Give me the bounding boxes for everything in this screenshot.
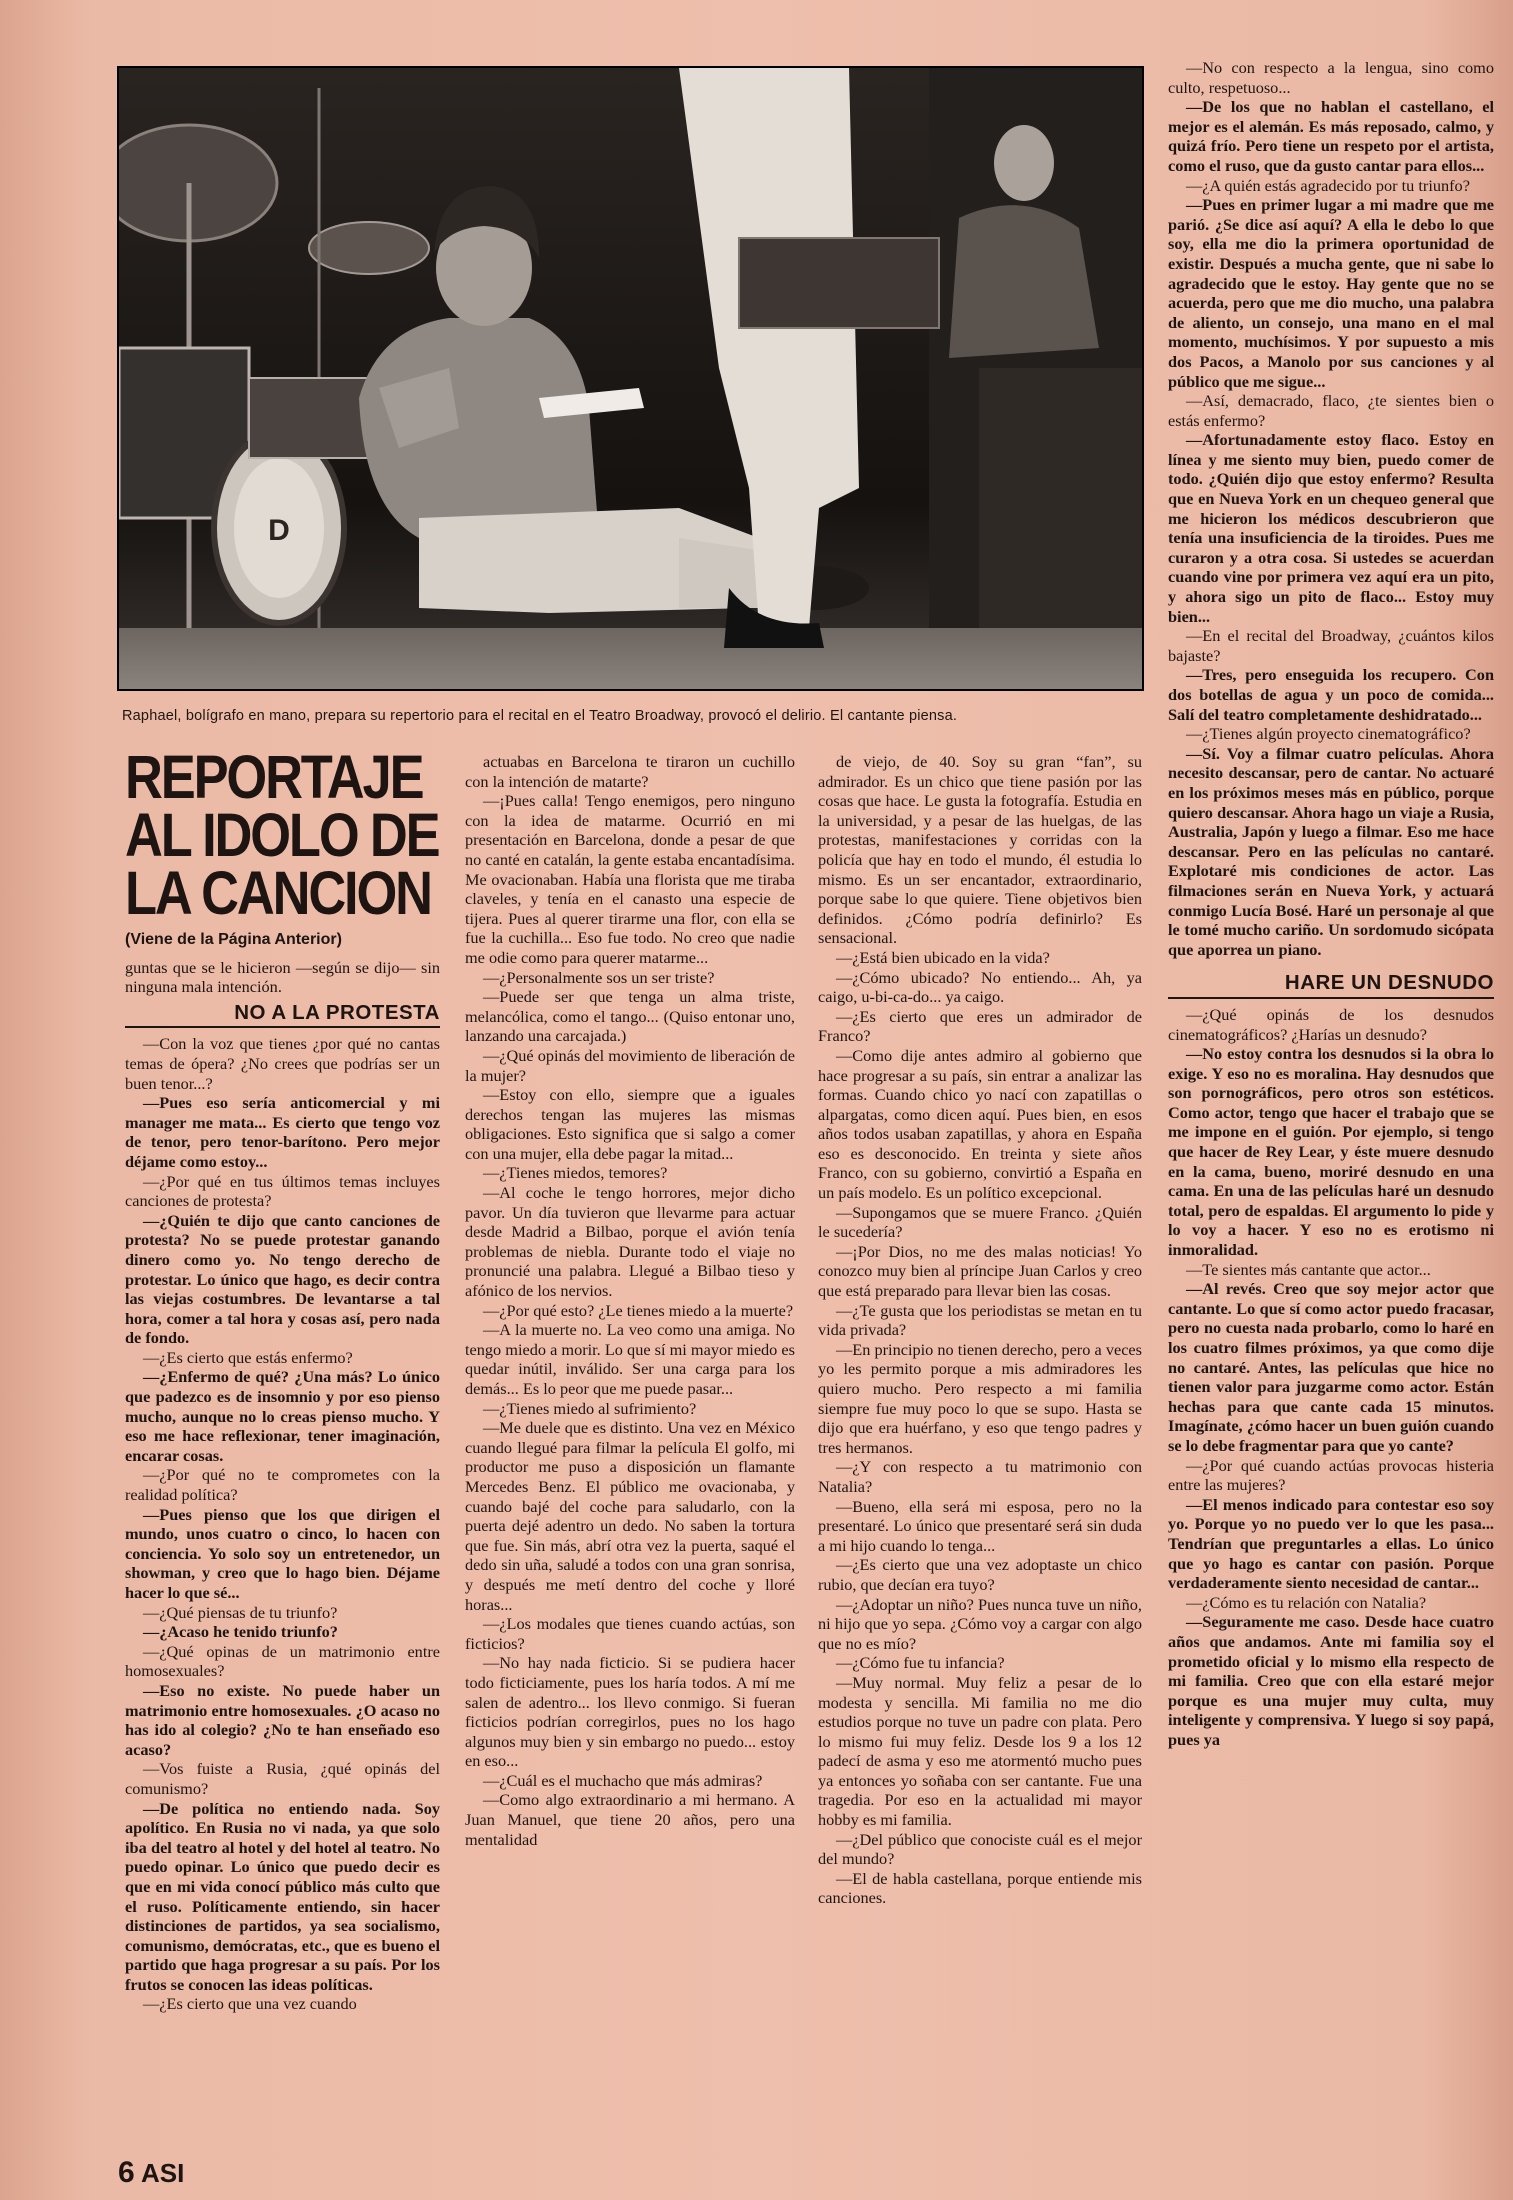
headline-line-1: REPORTAJE: [125, 748, 423, 811]
article-paragraph: —¿Es cierto que eres un admirador de Franco?: [818, 1006, 1142, 1046]
column-1-intro: guntas que se le hicieron —según se dijo— sin ninguna mala intención.: [125, 957, 440, 997]
article-paragraph: —De los que no hablan el castellano, el mejor es el alemán. Es más reposado, calmo, y quizá frío. Pero tiene un respeto por el artista, como el ruso, que da gusto cantar para ellos...: [1168, 97, 1494, 175]
article-paragraph: —Al revés. Creo que soy mejor actor que cantante. Lo que sí como actor puedo fracasar, pero no cuesta nada probarlo, como lo haré en los cuatro filmes próximos, ya que como dije no cantaré. Antes, las películas que hice no tienen valor para juzgarme como actor. Están hechas para que cante cada 15 minutos. Imagínate, ¿cómo hacer un buen guión cuando se lo debe fragmentar para que yo cante?: [1168, 1279, 1494, 1455]
article-paragraph: —Pues eso sería anticomercial y mi manager me mata... Es cierto que tengo voz de tenor, pero tenor-barítono. Pero mejor déjame como estoy...: [125, 1093, 440, 1171]
article-paragraph: —¿Tienes algún proyecto cinematográfico?: [1186, 724, 1471, 744]
article-paragraph: —Con la voz que tienes ¿por qué no cantas temas de ópera? ¿No crees que podrías ser un buen tenor...?: [125, 1034, 440, 1093]
article-paragraph: —Seguramente me caso. Desde hace cuatro años que andamos. Ante mi familia soy el prometido oficial y lo mismo ella respecto de mi familia. Creo que con ella estaré mejor porque es una mujer muy culta, muy inteligente y comprensiva. Y luego si soy papá, pues ya: [1168, 1612, 1494, 1749]
article-paragraph: —¿Adoptar un niño? Pues nunca tuve un niño, ni hijo que yo sepa. ¿Cómo voy a cargar con algo que no es mío?: [818, 1594, 1142, 1653]
article-paragraph: —Te sientes más cantante que actor...: [1186, 1259, 1431, 1279]
article-paragraph: —Así, demacrado, flaco, ¿te sientes bien o estás enfermo?: [1168, 391, 1494, 430]
article-paragraph: —¿Por qué esto? ¿Le tienes miedo a la muerte?: [483, 1300, 794, 1320]
article-paragraph: —De política no entiendo nada. Soy apolítico. En Rusia no vi nada, ya que solo iba del teatro al hotel y del hotel al teatro. No puedo opinar. Lo único que puedo decir es que en mi vida conocí público más culto que el ruso. Políticamente entiendo, sin hacer distinciones de partidos, ya sea socialismo, comunismo, demócratas, etc., que es bueno el partido que haga progresar a su país. Por los frutos se conocen las ideas políticas.: [125, 1798, 440, 1994]
article-paragraph: —Vos fuiste a Rusia, ¿qué opinás del comunismo?: [125, 1759, 440, 1798]
article-paragraph: de viejo, de 40. Soy su gran “fan”, su admirador. Es un chico que tiene pasión por las cosas que hace. Le gusta la fotografía. Estudia en la universidad, y a pesar de las huelgas, de las protestas, manifestaciones y corridas con la policía que hay en todo el mundo, él estudia lo mismo. Es un ser encantador, extraordinario, porque sabe lo que quiere. Tiene objetivos bien definidos. ¿Cómo podría definirlo? Es sensacional.: [818, 752, 1142, 948]
headline-line-2: AL IDOLO DE: [125, 801, 439, 869]
article-paragraph: —¡Por Dios, no me des malas noticias! Yo conozco muy bien al príncipe Juan Carlos y creo que está preparado para llevar bien las cosas.: [818, 1241, 1142, 1301]
article-paragraph: —Supongamos que se muere Franco. ¿Quién le sucedería?: [818, 1202, 1142, 1242]
page-footer: [118, 2156, 184, 2190]
article-paragraph: —Puede ser que tenga un alma triste, melancólica, como el tango... (Quiso entonar uno, lanzando una carcajada.): [465, 987, 795, 1046]
magazine-name: ASI: [140, 2158, 185, 2188]
article-paragraph: —¿Acaso he tenido triunfo?: [143, 1622, 338, 1642]
article-paragraph: —¿A quién estás agradecido por tu triunfo?: [1186, 175, 1470, 195]
headline-subhead: (Viene de la Página Anterior): [125, 931, 342, 948]
article-paragraph: —¿Qué opinas de un matrimonio entre homosexuales?: [125, 1641, 440, 1681]
article-paragraph: —Pues en primer lugar a mi madre que me parió. ¿Se dice así aquí? A ella le debo lo que soy, ella me dio la primera oportunidad de existir. Después a mucha gente, que ni sabe lo agradecido que le estoy. Hay gente que no se acuerda, pero que me dio mucho, una palabra de aliento, un consejo, una mano en el mal momento, muchísimos. Y por supuesto a mis dos Pacos, a Manolo por sus canciones y al público que me sigue...: [1168, 195, 1494, 391]
article-paragraph: —¿Te gusta que los periodistas se metan en tu vida privada?: [818, 1300, 1142, 1340]
headline: [125, 748, 439, 927]
article-paragraph: —¿Qué opinás del movimiento de liberación de la mujer?: [465, 1045, 795, 1085]
article-paragraph: —¿Cuál es el muchacho que más admiras?: [483, 1770, 763, 1790]
section-heading-desnudo: HARE UN DESNUDO: [1168, 967, 1494, 999]
article-paragraph: —¿Por qué en tus últimos temas incluyes canciones de protesta?: [125, 1171, 440, 1211]
article-paragraph: —No con respecto a la lengua, sino como culto, respetuoso...: [1168, 58, 1494, 97]
article-paragraph: —¡Pues calla! Tengo enemigos, pero ninguno con la idea de matarme. Ocurrió en mi presentación en Barcelona, donde a pesar de que no canté en catalán, la gente estaba encantadísima. Me ovacionaban. Había una florista que me tiraba claveles, y tenía en el canasto una especie de tijera. Pues al querer tirarme una flor, con ella se fue la cuchilla... Eso fue todo. No creo que nadie me odie como para querer matarme...: [465, 791, 795, 967]
article-paragraph: —Me duele que es distinto. Una vez en México cuando llegué para filmar la película El golfo, mi productor me puso a disposición un flamante Mercedes Benz. El público me ovacionaba, y cuando bajé del coche para saludarlo, con la puerta dejé adentro un dedo. No saben la tortura que fue. Sin más, abrí otra vez la puerta, saqué el dedo sin uña, saludé a todos con una gran sonrisa, y después me metí dentro del coche y lloré horas...: [465, 1418, 795, 1614]
article-paragraph: —¿Qué piensas de tu triunfo?: [143, 1602, 338, 1622]
article-paragraph: —¿Tienes miedos, temores?: [483, 1163, 668, 1183]
article-column-1: [125, 748, 440, 2153]
article-paragraph: —El de habla castellana, porque entiende mis canciones.: [818, 1868, 1142, 1908]
article-paragraph: —¿Es cierto que una vez adoptaste un chico rubio, que decían era tuyo?: [818, 1555, 1142, 1594]
article-paragraph: —Sí. Voy a filmar cuatro películas. Ahora necesito descansar, pero de cantar. No actuaré en los próximos meses más en público, porque quiero descansar. Ahora hago un viaje a Rusia, Australia, Japón y luego a filmar. Eso me hace descansar. Pero en las películas no cantaré. Explotaré mis condiciones de actor. Las filmaciones serán en Nueva York, y actuará conmigo Lucía Bosé. Haré un personaje al que le tomé mucho cariño. Un sordomudo sicópata que aporrea un piano.: [1168, 743, 1494, 959]
article-paragraph: —El menos indicado para contestar eso soy yo. Porque yo no puedo ver lo que les pasa... Tendrían que preguntarles a ellas. Lo único que yo hago es cantar con pasión. Porque verdaderamente siento necesidad de cantar...: [1168, 1494, 1494, 1593]
article-paragraph: —En el recital del Broadway, ¿cuántos kilos bajaste?: [1168, 626, 1494, 665]
article-paragraph: —Como algo extraordinario a mi hermano. A Juan Manuel, que tiene 20 años, pero una mentalidad: [465, 1790, 795, 1849]
section-heading-protesta: NO A LA PROTESTA: [125, 997, 440, 1029]
article-paragraph: —¿Cómo es tu relación con Natalia?: [1186, 1592, 1427, 1612]
headline-line-3: LA CANCION: [125, 859, 431, 927]
article-column-2: [465, 752, 795, 2172]
article-paragraph: —¿Por qué cuando actúas provocas histeria entre las mujeres?: [1168, 1455, 1494, 1495]
article-paragraph: —En principio no tienen derecho, pero a veces yo les permito porque a mis admiradores les quiero mucho. Pero respecto a mi familia siempre fue muy poco lo que se supo. Hasta se dijo que era huérfano, y eso que tengo padres y tres hermanos.: [818, 1339, 1142, 1457]
article-paragraph: —¿Qué opinás de los desnudos cinematográficos? ¿Harías un desnudo?: [1168, 1004, 1494, 1044]
article-paragraph: —¿Los modales que tienes cuando actúas, son ficticios?: [465, 1614, 795, 1653]
article-paragraph: —Eso no existe. No puede haber un matrimonio entre homosexuales. ¿O acaso no has ido al colegio? ¿No te han enseñado eso acaso?: [125, 1680, 440, 1759]
article-paragraph: —¿Cómo fue tu infancia?: [836, 1653, 1005, 1673]
article-paragraph: —¿Quién te dijo que canto canciones de protesta? No se puede protestar ganando dinero como yo. No tengo derecho de protestar. Lo único que hago, es decir contra las viejas costumbres. De levantarse a tal hora, comer a tal hora y cosas así, pero nada de fondo.: [125, 1210, 440, 1348]
article-paragraph: —Como dije antes admiro al gobierno que hace progresar a su país, sin entrar a analizar las formas. Cuando chico yo nací con zapatillas o alpargatas, como dicen aquí. Pues bien, en esos años todos usaban zapatillas, y ahora en España eso es desconocido. En treinta y siete años Franco, con su gobierno, convirtió a España en un país modelo. Es un político excepcional.: [818, 1045, 1142, 1203]
article-paragraph: —¿Está bien ubicado en la vida?: [836, 947, 1050, 967]
article-paragraph: —No hay nada ficticio. Si se pudiera hacer todo ficticiamente, pues los haría todos. A mí me salen de adentro... los llevo conmigo. Si fueran ficticios podrían corregirlos, pues no los hago algunos muy bien y sin embargo no puedo... estoy en eso...: [465, 1653, 795, 1771]
article-paragraph: —¿Tienes miedo al sufrimiento?: [483, 1398, 697, 1418]
drum-logo: D: [268, 514, 290, 547]
concert-photo: [117, 66, 1144, 691]
article-paragraph: —Afortunadamente estoy flaco. Estoy en línea y me siento muy bien, puedo comer de todo. ¿Quién dijo que estoy enfermo? Resulta que en Nueva York en un chequeo general que me hicieron los médicos descubrieron que tenía una insuficiencia de la tiroides. Pues me curaron y a otra cosa. Si ustedes se acuerdan cuando vine por primera vez aquí era un pito, y ahora sigo un pito de flaco... Estoy muy bien...: [1168, 430, 1494, 626]
article-paragraph: —¿Personalmente sos un ser triste?: [483, 967, 715, 987]
article-paragraph: —No estoy contra los desnudos si la obra lo exige. Y eso no es moralina. Hay desnudos que son pornográficos, pero otros son estéticos. Como actor, tengo que hacer el trabajo que se me impone en el guión. Por ejemplo, si tengo que hacer de Rey Lear, y éste muere desnudo en la cama, bueno, moriré desnudo en una cama. En una de las películas haré un desnudo total, pero de espaldas. El argumento lo pide y lo voy a hacer. Y eso no es erotismo ni inmoralidad.: [1168, 1044, 1494, 1260]
page-number: 6: [118, 2156, 135, 2189]
article-paragraph: —Estoy con ello, siempre que a iguales derechos tengan las mujeres las mismas obligaciones. Esto significa que si salgo a comer con una mujer, ella debe pagar la mitad...: [465, 1085, 795, 1163]
article-column-4: [1168, 58, 1494, 2173]
article-paragraph: —¿Enfermo de qué? ¿Una más? Lo único que padezco es de insomnio y por eso pienso mucho, aunque no lo creas pienso mucho. Y eso me hace reflexionar, tener imaginación, encarar cosas.: [125, 1367, 440, 1465]
article-paragraph: —¿Es cierto que estás enfermo?: [143, 1347, 353, 1367]
photo-illustration: [119, 68, 1142, 689]
article-paragraph: —Al coche le tengo horrores, mejor dicho pavor. Un día tuvieron que llevarme para actuar desde Madrid a Bilbao, porque el avión tenía problemas de niebla. Durante todo el viaje no pronuncié una palabra. Llegué a Bilbao tieso y afónico de los nervios.: [465, 1183, 795, 1301]
article-paragraph: —Muy normal. Muy feliz a pesar de lo modesta y sencilla. Mi familia no me dio estudios porque no tuve un padre con plata. Pero lo mismo fui muy feliz. Desde los 9 a los 12 padecí de asma y eso me atormentó mucho pues ya entonces yo soñaba con ser cantante. Fue una tragedia. Por eso en la actualidad mi mayor hobby es mi familia.: [818, 1672, 1142, 1830]
article-paragraph: —Pues pienso que los que dirigen el mundo, unos cuatro o cinco, lo hacen con conciencia. Yo solo soy un entretenedor, un showman, y creo que lo hago bien. Déjame hacer lo que sé...: [125, 1504, 440, 1602]
article-column-3: [818, 752, 1142, 2172]
article-paragraph: actuabas en Barcelona te tiraron un cuchillo con la intención de matarte?: [465, 752, 795, 791]
photo-caption: Raphael, bolígrafo en mano, prepara su repertorio para el recital en el Teatro Broadway, provocó el delirio. El cantante piensa.: [122, 708, 958, 724]
article-paragraph: —¿Cómo ubicado? No entiendo... Ah, ya caigo, u-bi-ca-do... ya caigo.: [818, 967, 1142, 1007]
article-paragraph: —Tres, pero enseguida los recupero. Con dos botellas de agua y un poco de comida... Salí del teatro completamente deshidratado...: [1168, 665, 1494, 724]
article-paragraph: —¿Por qué no te comprometes con la realidad política?: [125, 1465, 440, 1505]
article-paragraph: —¿Del público que conociste cuál es el mejor del mundo?: [818, 1829, 1142, 1869]
article-paragraph: —A la muerte no. La veo como una amiga. No tengo miedo a morir. Lo que sí mi mayor miedo es quedar inútil, inválido. Ser una carga para los demás... Es lo peor que me puede pasar...: [465, 1320, 795, 1398]
article-paragraph: —Bueno, ella será mi esposa, pero no la presentaré. Lo único que presentaré será sin duda a mi hijo cuando lo tenga...: [818, 1496, 1142, 1555]
article-paragraph: —¿Es cierto que una vez cuando: [143, 1994, 357, 2014]
article-paragraph: —¿Y con respecto a tu matrimonio con Natalia?: [818, 1457, 1142, 1496]
